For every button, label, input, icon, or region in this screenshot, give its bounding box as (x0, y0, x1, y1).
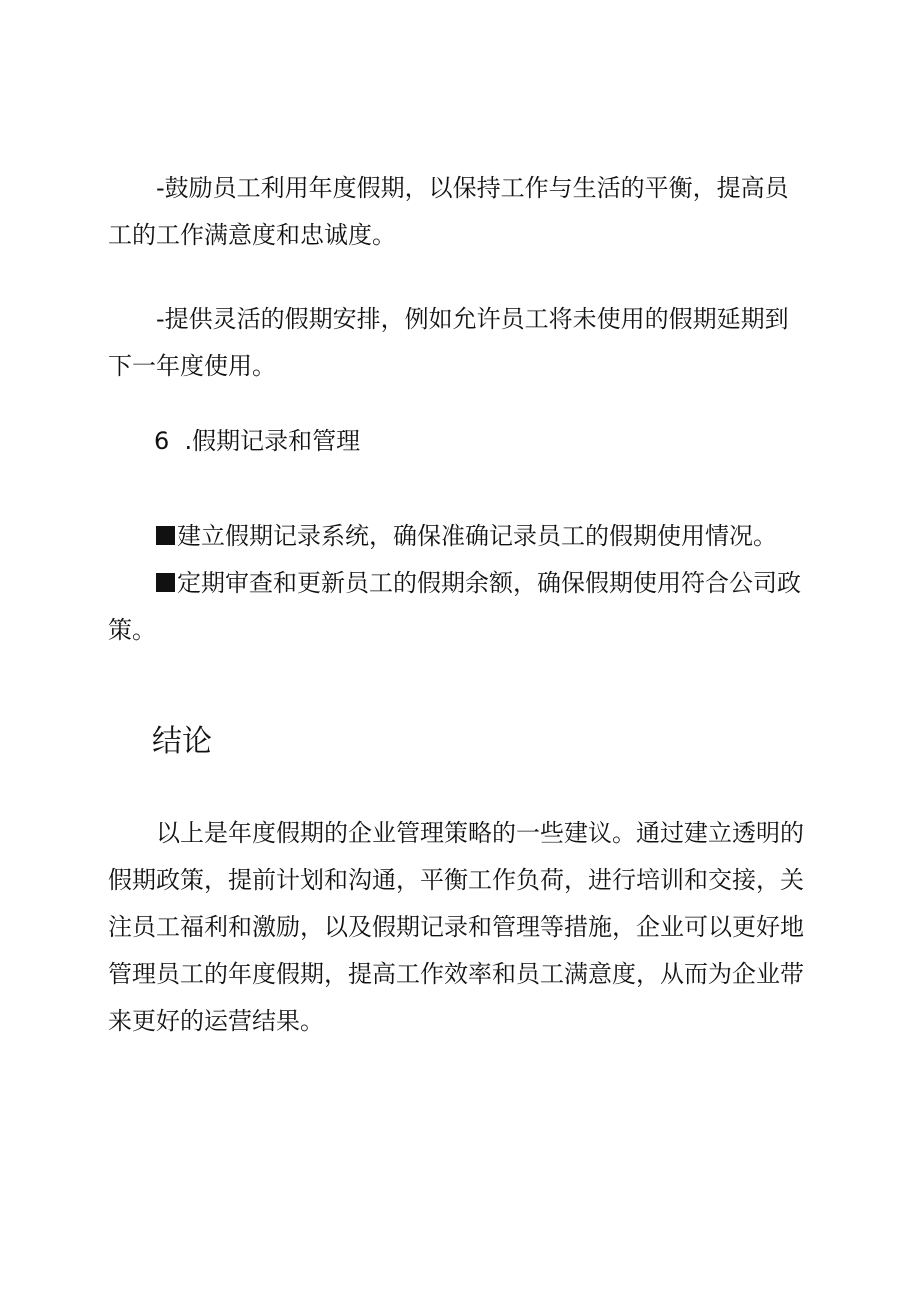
bullet-square-icon (156, 526, 175, 545)
conclusion-body (108, 810, 808, 1045)
list-item: 建立假期记录系统，确保准确记录员工的假期使用情况。 (108, 513, 808, 560)
paragraph-encourage-leave (108, 165, 808, 259)
section-6-heading (108, 418, 808, 465)
list-item: 定期审查和更新员工的假期余额，确保假期使用符合公司政策。 (108, 569, 801, 644)
paragraph-text: -鼓励员工利用年度假期，以保持工作与生活的平衡，提高员工的工作满意度和忠诚度。 (108, 174, 789, 249)
conclusion-title: 结论 (152, 724, 212, 759)
section-number: 6 (154, 427, 170, 455)
paragraph-text: 以上是年度假期的企业管理策略的一些建议。通过建立透明的假期政策，提前计划和沟通，平衡工作负荷，进行培训和交接，关注员工福利和激励，以及假期记录和管理等措施，企业可以更好地管理员工的年度假期，提高工作效率和员工满意度，从而为企业带来更好的运营结果。 (108, 819, 804, 1035)
section-title: .假期记录和管理 (184, 427, 361, 455)
bullet-list (108, 513, 808, 654)
paragraph-text: -提供灵活的假期安排，例如允许员工将未使用的假期延期到下一年度使用。 (108, 305, 789, 380)
bullet-square-icon (156, 573, 175, 592)
paragraph-flexible-leave (108, 296, 808, 390)
